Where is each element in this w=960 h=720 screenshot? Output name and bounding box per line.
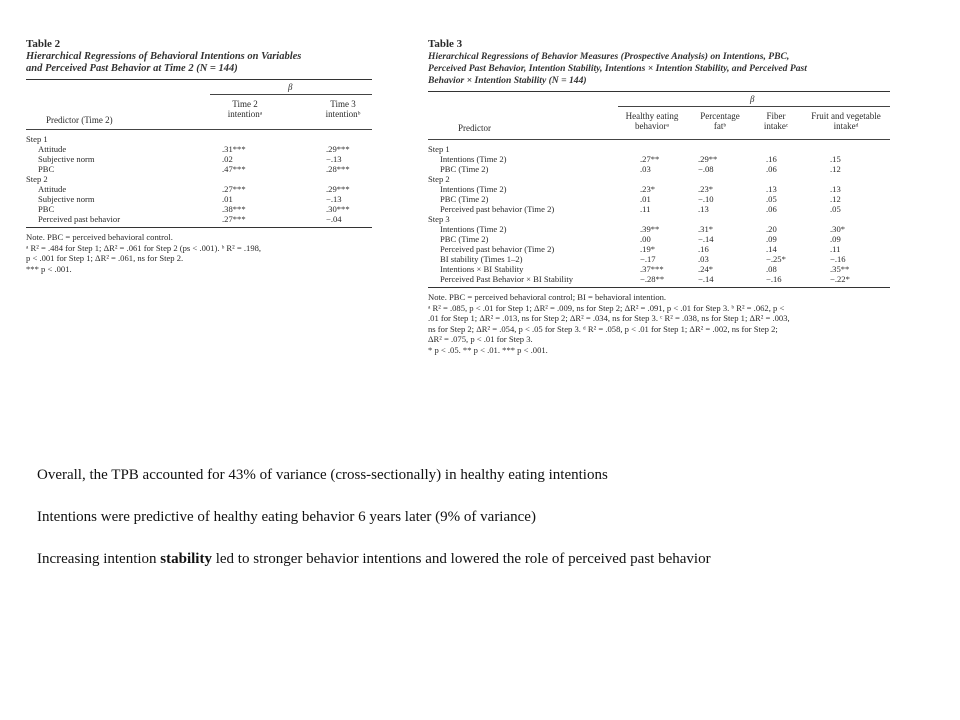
table-3 xyxy=(428,38,890,355)
table-row xyxy=(26,214,372,224)
table-row xyxy=(428,164,890,174)
time3-intention-cell: −.04 xyxy=(326,214,342,224)
percentage-fat-cell: .03 xyxy=(698,254,709,264)
predictor-label: Attitude xyxy=(38,184,67,194)
percentage-fat-cell: .16 xyxy=(698,244,709,254)
predictor-label: PBC (Time 2) xyxy=(440,164,489,174)
table-2-note xyxy=(26,232,372,274)
fiber-intake-cell: .13 xyxy=(766,184,777,194)
table-3-note-line4: ns for Step 2; ΔR² = .054, p < .05 for Step 3. ᵈ R² = .058, p < .01 for Step 1; ΔR² = .002, ns for Step 2; xyxy=(428,323,778,334)
summary-line-2: Intentions were predictive of healthy eating behavior 6 years later (9% of variance) xyxy=(37,509,536,525)
time3-intention-cell: .29*** xyxy=(326,144,350,154)
healthy-eating-cell: .19* xyxy=(640,244,656,254)
table-row xyxy=(26,204,372,214)
time2-intention-cell: .27*** xyxy=(222,184,246,194)
table-row xyxy=(428,244,890,254)
predictor-label: BI stability (Times 1–2) xyxy=(440,254,523,264)
table-3-col2-l2: fatᵇ xyxy=(713,121,727,131)
fiber-intake-cell: .05 xyxy=(766,194,777,204)
step-label: Step 3 xyxy=(428,214,450,224)
fruit-veg-cell: .35** xyxy=(830,264,850,274)
table-row xyxy=(428,154,890,164)
table-2-body xyxy=(26,134,372,224)
table-2-note-line3: p < .001 for Step 1; ΔR² = .061, ns for Step 2. xyxy=(26,253,184,263)
fiber-intake-cell: −.16 xyxy=(766,274,782,284)
percentage-fat-cell: −.14 xyxy=(698,274,714,284)
fiber-intake-cell: .06 xyxy=(766,204,777,214)
table-row xyxy=(26,184,372,194)
time2-intention-cell: .27*** xyxy=(222,214,246,224)
time3-intention-cell: .28*** xyxy=(326,164,350,174)
table-row xyxy=(428,234,890,244)
fruit-veg-cell: .12 xyxy=(830,194,841,204)
predictor-label: Perceived Past Behavior × BI Stability xyxy=(440,274,574,284)
table-2-note-line4: *** p < .001. xyxy=(26,263,72,274)
summary-text xyxy=(37,466,937,592)
table-row xyxy=(26,134,372,144)
table-row xyxy=(428,264,890,274)
predictor-label: Intentions (Time 2) xyxy=(440,184,507,194)
percentage-fat-cell: .29** xyxy=(698,154,718,164)
predictor-label: Subjective norm xyxy=(38,194,95,204)
percentage-fat-cell: −.10 xyxy=(698,194,714,204)
table-row xyxy=(26,194,372,204)
table-3-beta-row xyxy=(428,92,890,106)
healthy-eating-cell: .00 xyxy=(640,234,651,244)
healthy-eating-cell: −.28** xyxy=(640,274,665,284)
table-2-bottom-rule xyxy=(26,227,372,228)
table-2-caption-line2: and Perceived Past Behavior at Time 2 (N = 144) xyxy=(26,63,238,74)
table-2-number: Table 2 xyxy=(26,38,61,50)
table-row xyxy=(428,224,890,234)
step-label: Step 1 xyxy=(26,134,48,144)
table-2-note-line1: Note. PBC = perceived behavioral control. xyxy=(26,232,173,242)
step-label: Step 2 xyxy=(26,174,48,184)
predictor-label: PBC (Time 2) xyxy=(440,234,489,244)
table-2-caption-line1: Hierarchical Regressions of Behavioral Intentions on Variables xyxy=(26,51,302,62)
healthy-eating-cell: .01 xyxy=(640,194,651,204)
fiber-intake-cell: .20 xyxy=(766,224,777,234)
predictor-label: PBC xyxy=(38,164,55,174)
predictor-label: PBC xyxy=(38,204,55,214)
healthy-eating-cell: .03 xyxy=(640,164,651,174)
fiber-intake-cell: −.25* xyxy=(766,254,786,264)
percentage-fat-cell: −.08 xyxy=(698,164,714,174)
table-2-beta: β xyxy=(288,82,293,92)
fruit-veg-cell: .15 xyxy=(830,154,841,164)
fruit-veg-cell: −.16 xyxy=(830,254,846,264)
predictor-label: PBC (Time 2) xyxy=(440,194,489,204)
predictor-label: Intentions (Time 2) xyxy=(440,224,507,234)
fruit-veg-cell: .05 xyxy=(830,204,841,214)
table-row xyxy=(428,194,890,204)
fiber-intake-cell: .08 xyxy=(766,264,777,274)
table-3-note-line2: ᵃ R² = .085, p < .01 for Step 1; ΔR² = .009, ns for Step 2; ΔR² = .091, p < .01 for Step 3. ᵇ R² = .062, p < xyxy=(428,302,785,313)
table-3-col2-l1: Percentage xyxy=(700,111,740,121)
table-3-number: Table 3 xyxy=(428,38,463,50)
time2-intention-cell: .31*** xyxy=(222,144,246,154)
predictor-label: Perceived past behavior (Time 2) xyxy=(440,204,555,214)
summary-line-3-post: led to stronger behavior intentions and lowered the role of perceived past behavior xyxy=(211,551,711,567)
healthy-eating-cell: .37*** xyxy=(640,264,664,274)
healthy-eating-cell: .11 xyxy=(640,204,651,214)
predictor-label: Perceived past behavior (Time 2) xyxy=(440,244,555,254)
summary-line-3 xyxy=(37,550,937,568)
healthy-eating-cell: −.17 xyxy=(640,254,656,264)
summary-line-3-pre: Increasing intention xyxy=(37,551,161,567)
table-3-col3-l1: Fiber xyxy=(766,111,786,121)
summary-line-1: Overall, the TPB accounted for 43% of variance (cross-sectionally) in healthy eating intentions xyxy=(37,467,608,483)
predictor-label: Intentions × BI Stability xyxy=(440,264,524,274)
time2-intention-cell: .02 xyxy=(222,154,233,164)
table-2-col1-l2: intentionᵃ xyxy=(227,109,263,119)
table-3-col4-l2: intakeᵈ xyxy=(833,121,859,131)
percentage-fat-cell: .23* xyxy=(698,184,714,194)
table-row xyxy=(26,154,372,164)
percentage-fat-cell: −.14 xyxy=(698,234,714,244)
table-3-col1-l2: behaviorᵃ xyxy=(635,121,669,131)
table-3-col4-l1: Fruit and vegetable xyxy=(811,111,881,121)
table-2-beta-row xyxy=(26,80,372,94)
table-2 xyxy=(26,38,372,274)
table-row xyxy=(428,274,890,284)
time2-intention-cell: .01 xyxy=(222,194,233,204)
table-3-header-rule xyxy=(428,139,890,140)
table-row xyxy=(428,174,890,184)
table-3-beta: β xyxy=(750,94,755,104)
table-row xyxy=(428,184,890,194)
table-2-col2-l2: intentionᵇ xyxy=(325,109,361,119)
table-row xyxy=(428,144,890,154)
table-3-caption-line3: Behavior × Intention Stability (N = 144) xyxy=(428,75,587,86)
percentage-fat-cell: .24* xyxy=(698,264,714,274)
healthy-eating-cell: .27** xyxy=(640,154,660,164)
predictor-label: Attitude xyxy=(38,144,67,154)
predictor-label: Subjective norm xyxy=(38,154,95,164)
table-3-caption-line2: Perceived Past Behavior, Intention Stability, Intentions × Intention Stability, and Perceived Past xyxy=(428,63,807,74)
summary-line-3-bold: stability xyxy=(160,551,212,567)
table-row xyxy=(428,214,890,224)
time2-intention-cell: .47*** xyxy=(222,164,246,174)
fiber-intake-cell: .14 xyxy=(766,244,777,254)
table-row xyxy=(26,174,372,184)
percentage-fat-cell: .31* xyxy=(698,224,714,234)
healthy-eating-cell: .23* xyxy=(640,184,656,194)
fruit-veg-cell: .12 xyxy=(830,164,841,174)
table-row xyxy=(428,254,890,264)
table-3-note xyxy=(428,292,890,355)
time2-intention-cell: .38*** xyxy=(222,204,246,214)
predictor-label: Perceived past behavior xyxy=(38,214,121,224)
time3-intention-cell: −.13 xyxy=(326,194,342,204)
table-row xyxy=(26,144,372,154)
table-3-note-line3: .01 for Step 1; ΔR² = .013, ns for Step 2; ΔR² = .034, ns for Step 3. ᶜ R² = .038, ns for Step 1; ΔR² = .003, xyxy=(428,313,790,323)
time3-intention-cell: .30*** xyxy=(326,204,350,214)
table-3-caption-line1: Hierarchical Regressions of Behavior Measures (Prospective Analysis) on Intentions, PBC, xyxy=(428,51,790,62)
fruit-veg-cell: −.22* xyxy=(830,274,850,284)
table-2-col1-l1: Time 2 xyxy=(232,99,258,109)
table-3-col3-l2: intakeᶜ xyxy=(763,121,789,131)
table-3-note-line6: * p < .05. ** p < .01. *** p < .001. xyxy=(428,344,548,355)
fruit-veg-cell: .30* xyxy=(830,224,846,234)
healthy-eating-cell: .39** xyxy=(640,224,660,234)
table-2-header xyxy=(26,95,372,129)
time3-intention-cell: .29*** xyxy=(326,184,350,194)
table-row xyxy=(26,164,372,174)
fruit-veg-cell: .13 xyxy=(830,184,841,194)
table-3-note-line5: ΔR² = .075, p < .01 for Step 3. xyxy=(428,334,533,344)
time3-intention-cell: −.13 xyxy=(326,154,342,164)
table-3-col-predictor: Predictor xyxy=(458,123,491,133)
table-row xyxy=(428,204,890,214)
table-3-bottom-rule xyxy=(428,287,890,288)
table-2-col2-l1: Time 3 xyxy=(330,99,356,109)
table-3-col1-l1: Healthy eating xyxy=(625,111,679,121)
fiber-intake-cell: .16 xyxy=(766,154,777,164)
fruit-veg-cell: .09 xyxy=(830,234,841,244)
predictor-label: Intentions (Time 2) xyxy=(440,154,507,164)
step-label: Step 1 xyxy=(428,144,450,154)
table-3-note-line1: Note. PBC = perceived behavioral control; BI = behavioral intention. xyxy=(428,292,667,302)
fruit-veg-cell: .11 xyxy=(830,244,841,254)
table-3-header xyxy=(428,107,890,139)
percentage-fat-cell: .13 xyxy=(698,204,709,214)
fiber-intake-cell: .09 xyxy=(766,234,777,244)
step-label: Step 2 xyxy=(428,174,450,184)
table-3-body xyxy=(428,144,890,284)
table-2-note-line2: ᵃ R² = .484 for Step 1; ΔR² = .061 for Step 2 (ps < .001). ᵇ R² = .198, xyxy=(26,242,262,253)
table-2-header-rule xyxy=(26,129,372,130)
fiber-intake-cell: .06 xyxy=(766,164,777,174)
table-2-col-predictor: Predictor (Time 2) xyxy=(46,115,113,125)
